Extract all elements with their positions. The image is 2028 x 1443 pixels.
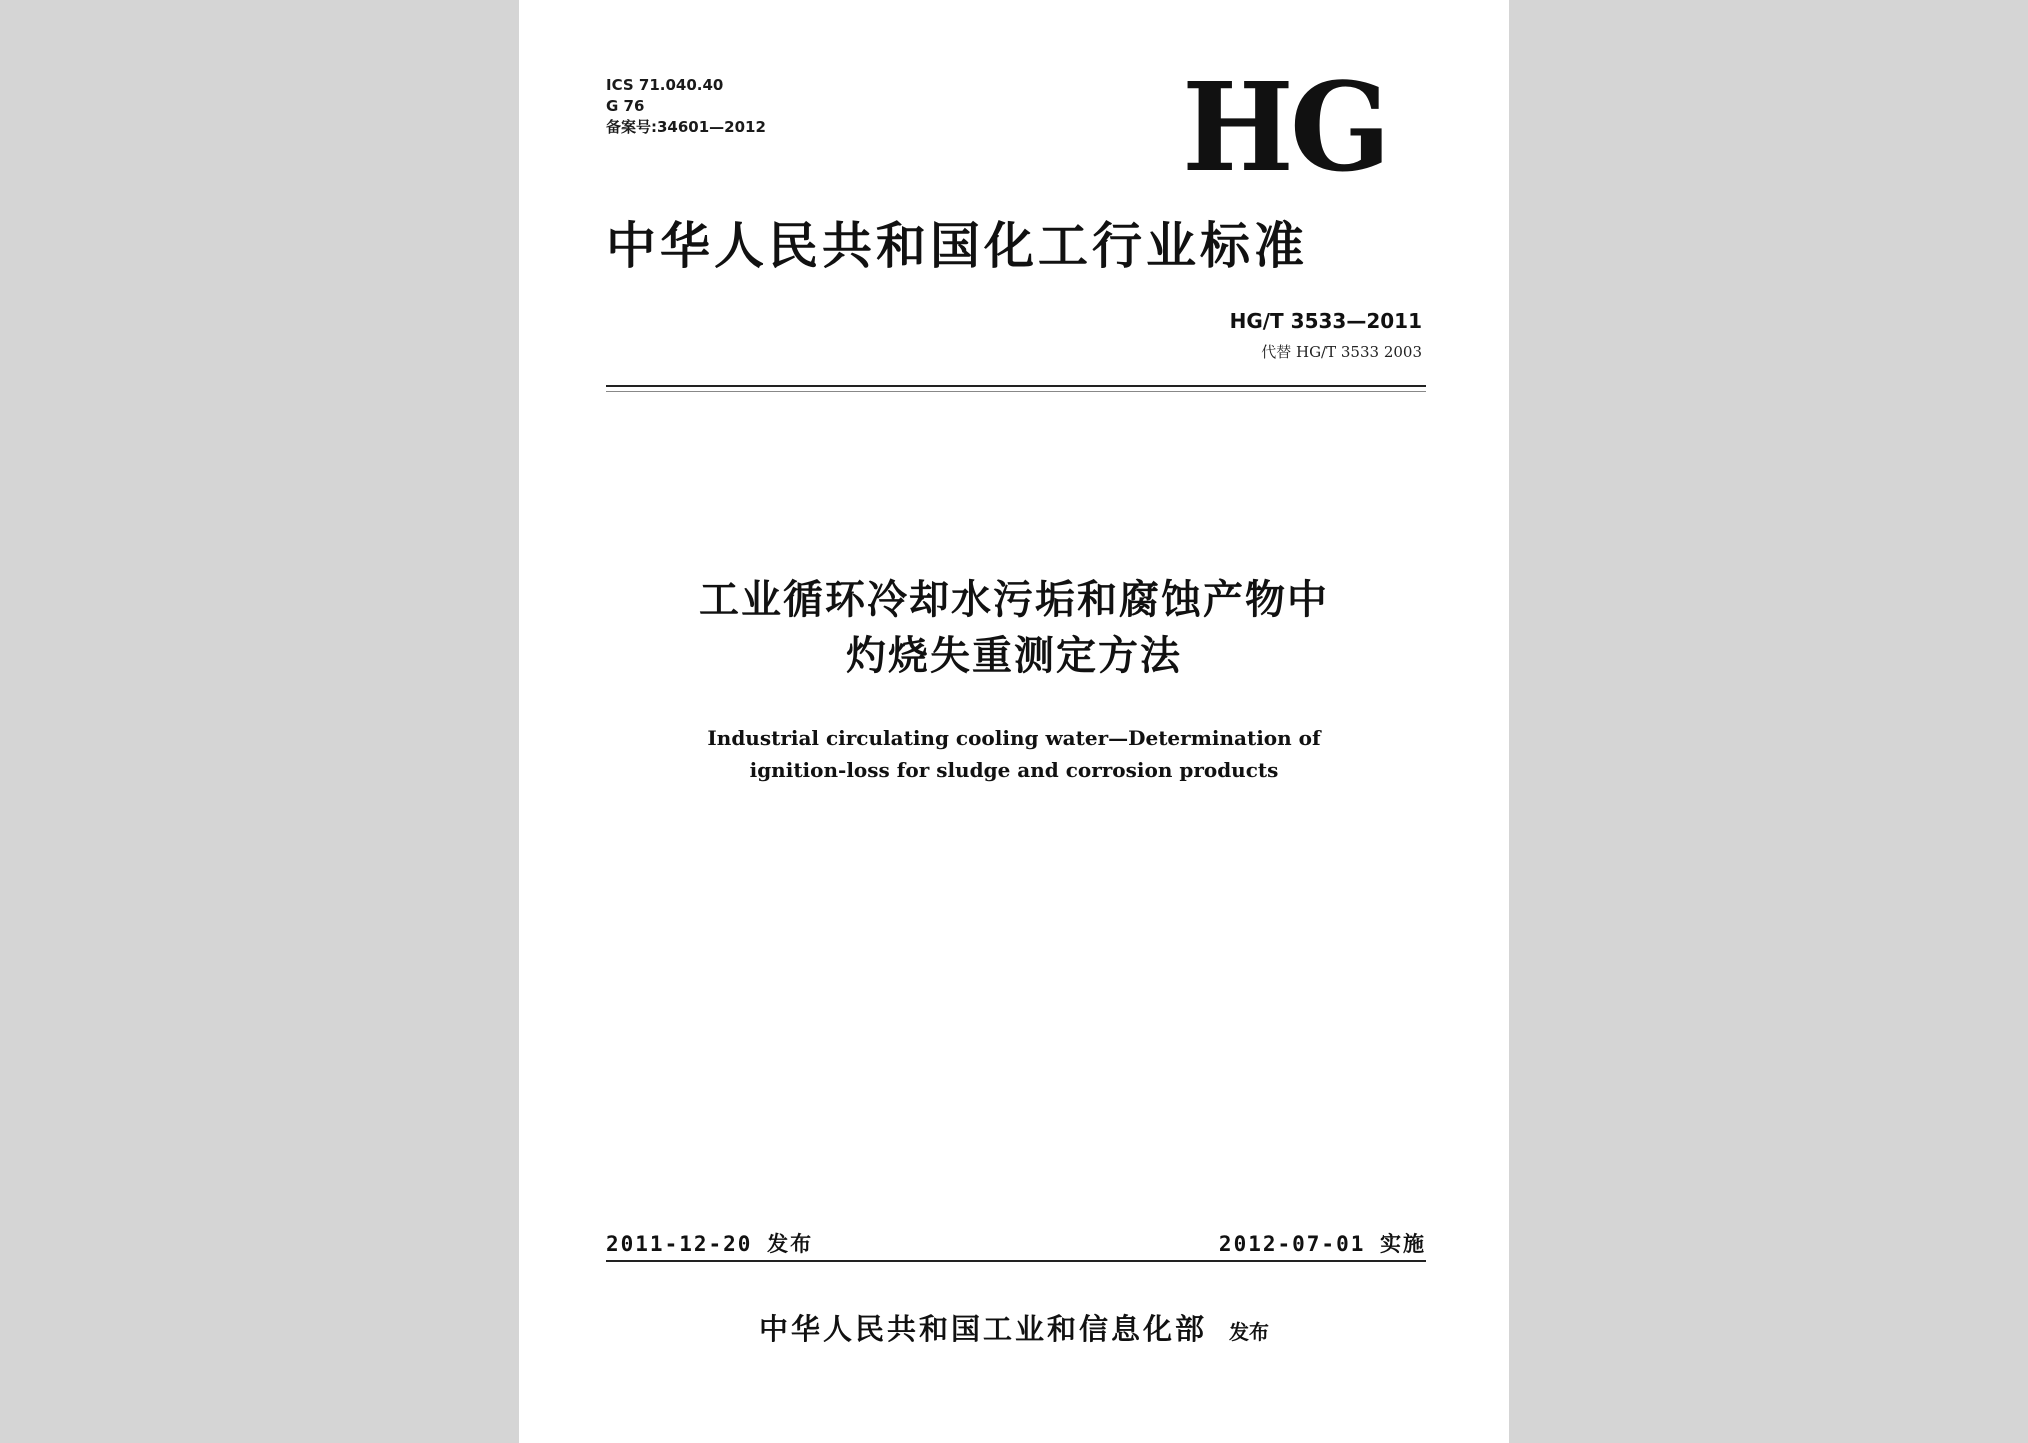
- publisher-action: 发布: [1229, 1320, 1269, 1344]
- ccs-code: G 76: [606, 97, 645, 115]
- filing-number: 备案号:34601—2012: [606, 118, 766, 136]
- ics-code: ICS 71.040.40: [606, 76, 724, 94]
- industry-standard-title: 中华人民共和国化工行业标准: [606, 217, 1308, 275]
- chinese-title: [519, 572, 1509, 684]
- english-title: [519, 722, 1509, 786]
- header-divider: [606, 385, 1426, 387]
- english-title-line-2: ignition-loss for sludge and corrosion products: [749, 758, 1279, 782]
- publisher-name: 中华人民共和国工业和信息化部: [758, 1312, 1207, 1346]
- publisher: [519, 1307, 1509, 1348]
- document-page: [519, 0, 1509, 1443]
- chinese-title-line-1: 工业循环冷却水污垢和腐蚀产物中: [699, 577, 1329, 623]
- date-row: [606, 1230, 1426, 1258]
- english-title-line-1: Industrial circulating cooling water—Determination of: [707, 726, 1321, 750]
- issue-date: 2011-12-20 发布: [606, 1232, 814, 1256]
- hg-logo: HG: [1182, 55, 1388, 199]
- header-divider-thin: [606, 391, 1426, 392]
- standard-number: HG/T 3533—2011: [1229, 309, 1422, 333]
- classification-block: [606, 75, 766, 138]
- chinese-title-line-2: 灼烧失重测定方法: [846, 633, 1182, 679]
- footer-divider: [606, 1260, 1426, 1262]
- implementation-date: 2012-07-01 实施: [1218, 1232, 1426, 1256]
- replaced-standard: 代替 HG/T 3533 2003: [1261, 343, 1422, 361]
